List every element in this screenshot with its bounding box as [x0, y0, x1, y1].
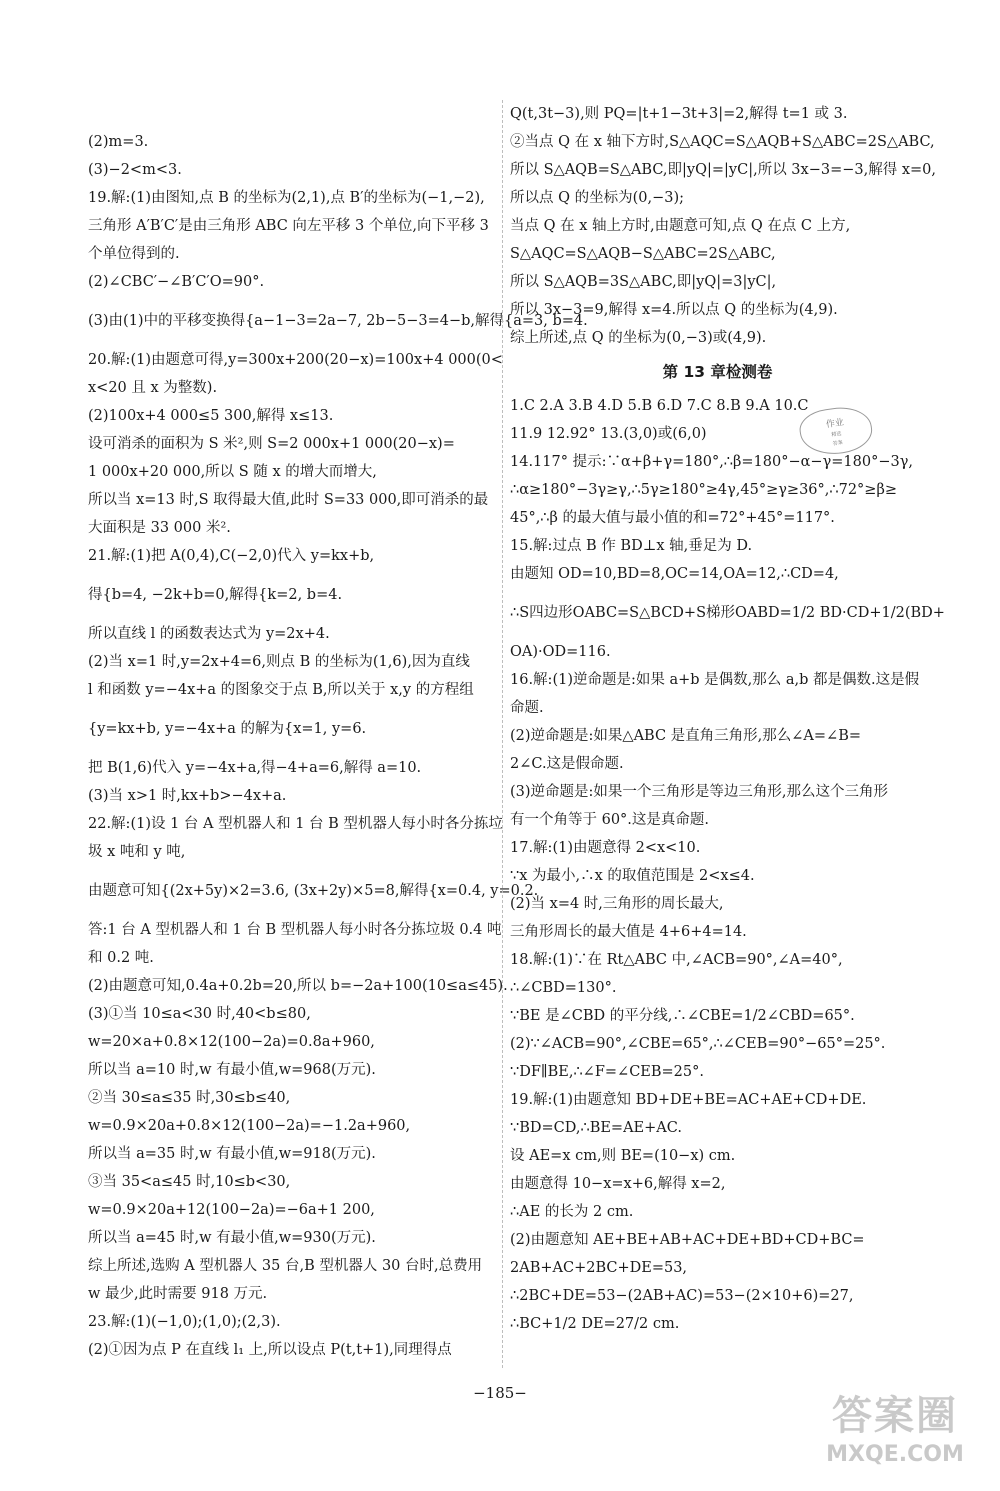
text-line: {y=kx+b, y=−4x+a 的解为{x=1, y=6.: [88, 721, 367, 737]
text-line: ∵DF∥BE,∴∠F=∠CEB=25°.: [510, 1064, 704, 1080]
text-line: ②当点 Q 在 x 轴下方时,S△AQC=S△AQB+S△ABC=2S△ABC,: [510, 134, 935, 150]
text-line: 有一个角等于 60°.这是真命题.: [510, 812, 710, 828]
text-line: (3)当 x>1 时,kx+b>−4x+a.: [88, 788, 287, 804]
text-line: 20.解:(1)由题意可得,y=300x+200(20−x)=100x+4 000(0<: [88, 352, 503, 368]
text-line: ∴S四边形OABC=S△BCD+S梯形OABD=1/2 BD·CD+1/2(BD+: [510, 605, 945, 621]
text-line: (2)∵∠ACB=90°,∠CBE=65°,∴∠CEB=90°−65°=25°.: [510, 1036, 886, 1052]
text-line: x<20 且 x 为整数).: [88, 380, 218, 396]
text-line: (3)逆命题是:如果一个三角形是等边三角形,那么这个三角形: [510, 784, 889, 800]
text-line: 三角形 A′B′C′是由三角形 ABC 向左平移 3 个单位,向下平移 3: [88, 218, 489, 234]
text-line: (2)由题意可知,0.4a+0.2b=20,所以 b=−2a+100(10≤a≤45).: [88, 978, 508, 994]
text-line: 2AB+AC+2BC+DE=53,: [510, 1260, 688, 1276]
text-line: 23.解:(1)(−1,0);(1,0);(2,3).: [88, 1314, 281, 1330]
text-line: 个单位得到的.: [88, 246, 180, 262]
text-line: 2∠C.这是假命题.: [510, 756, 624, 772]
text-line: 所以当 a=45 时,w 有最小值,w=930(万元).: [88, 1230, 376, 1246]
text-line: 所以直线 l 的函数表达式为 y=2x+4.: [88, 626, 330, 642]
text-line: 把 B(1,6)代入 y=−4x+a,得−4+a=6,解得 a=10.: [88, 760, 422, 776]
text-line: 19.解:(1)由题意知 BD+DE+BE=AC+AE+CD+DE.: [510, 1092, 867, 1108]
text-line: w 最少,此时需要 918 万元.: [88, 1286, 268, 1302]
text-line: 所以当 a=35 时,w 有最小值,w=918(万元).: [88, 1146, 376, 1162]
text-line: 1 000x+20 000,所以 S 随 x 的增大而增大,: [88, 464, 377, 480]
text-line: 45°,∴β 的最大值与最小值的和=72°+45°=117°.: [510, 510, 835, 526]
section-title: 第 13 章检测卷: [662, 363, 773, 381]
text-line: ∵x 为最小,∴x 的取值范围是 2<x≤4.: [510, 868, 755, 884]
watermark-text: 答案圈: [832, 1393, 958, 1439]
text-line: 综上所述,选购 A 型机器人 35 台,B 型机器人 30 台时,总费用: [88, 1258, 483, 1274]
text-line: 命题.: [510, 700, 544, 716]
column-divider: [502, 100, 503, 1368]
right-column: [510, 100, 945, 1338]
text-line: ②当 30≤a≤35 时,30≤b≤40,: [88, 1090, 291, 1106]
text-line: 由题意可知{(2x+5y)×2=3.6, (3x+2y)×5=8,解得{x=0.4, y=0.2.: [88, 883, 539, 899]
text-line: (2)∠CBC′−∠B′C′O=90°.: [88, 274, 265, 290]
text-line: 由题知 OD=10,BD=8,OC=14,OA=12,∴CD=4,: [510, 566, 839, 582]
text-line: (2)当 x=4 时,三角形的周长最大,: [510, 896, 724, 912]
text-line: Q(t,3t−3),则 PQ=|t+1−3t+3|=2,解得 t=1 或 3.: [510, 106, 848, 122]
text-line: w=0.9×20a+12(100−2a)=−6a+1 200,: [88, 1202, 375, 1218]
text-line: ∴α≥180°−3γ≥γ,∴5γ≥180°≥4γ,45°≥γ≥36°,∴72°≥β≥: [510, 482, 897, 498]
text-line: (2)由题意知 AE+BE+AB+AC+DE+BD+CD+BC=: [510, 1232, 865, 1248]
text-line: 22.解:(1)设 1 台 A 型机器人和 1 台 B 型机器人每小时各分拣垃: [88, 816, 503, 832]
text-line: 圾 x 吨和 y 吨,: [88, 844, 186, 860]
text-line: 所以当 x=13 时,S 取得最大值,此时 S=33 000,即可消杀的最: [88, 492, 489, 508]
text-line: 大面积是 33 000 米².: [88, 520, 231, 536]
text-line: 15.解:过点 B 作 BD⊥x 轴,垂足为 D.: [510, 538, 753, 554]
text-line: l 和函数 y=−4x+a 的图象交于点 B,所以关于 x,y 的方程组: [88, 682, 474, 698]
text-line: (2)当 x=1 时,y=2x+4=6,则点 B 的坐标为(1,6),因为直线: [88, 654, 470, 670]
text-line: 设可消杀的面积为 S 米²,则 S=2 000x+1 000(20−x)=: [88, 436, 455, 452]
text-line: 设 AE=x cm,则 BE=(10−x) cm.: [510, 1148, 736, 1164]
watermark-logo: [810, 1392, 980, 1482]
text-line: 18.解:(1)∵在 Rt△ABC 中,∠ACB=90°,∠A=40°,: [510, 952, 843, 968]
text-line: 所以当 a=10 时,w 有最小值,w=968(万元).: [88, 1062, 376, 1078]
text-line: 所以 S△AQB=3S△ABC,即|yQ|=3|yC|,: [510, 274, 777, 290]
stamp-text-1: 作业: [825, 417, 845, 430]
text-line: ③当 35<a≤45 时,10≤b<30,: [88, 1174, 291, 1190]
text-line: OA)·OD=116.: [510, 644, 611, 660]
text-line: 19.解:(1)由图知,点 B 的坐标为(2,1),点 B′的坐标为(−1,−2),: [88, 190, 485, 206]
text-line: (2)①因为点 P 在直线 l₁ 上,所以设点 P(t,t+1),同理得点: [88, 1342, 452, 1358]
text-line: (3)由(1)中的平移变换得{a−1−3=2a−7, 2b−5−3=4−b,解得{a=3, b=4.: [88, 313, 588, 329]
text-line: 答:1 台 A 型机器人和 1 台 B 型机器人每小时各分拣垃圾 0.4 吨: [88, 922, 502, 938]
text-line: w=20×a+0.8×12(100−2a)=0.8a+960,: [88, 1034, 375, 1050]
text-line: 21.解:(1)把 A(0,4),C(−2,0)代入 y=kx+b,: [88, 548, 375, 564]
text-line: 所以 S△AQB=S△ABC,即|yQ|=|yC|,所以 3x−3=−3,解得 x=0,: [510, 162, 936, 178]
text-line: ∴BC+1/2 DE=27/2 cm.: [510, 1316, 680, 1332]
page-number: −185−: [473, 1384, 527, 1402]
text-line: (2)逆命题是:如果△ABC 是直角三角形,那么∠A=∠B=: [510, 728, 862, 744]
text-line: 所以 3x−3=9,解得 x=4.所以点 Q 的坐标为(4,9).: [510, 302, 838, 318]
text-line: 当点 Q 在 x 轴上方时,由题意可知,点 Q 在点 C 上方,: [510, 218, 851, 234]
text-line: ∴∠CBD=130°.: [510, 980, 617, 996]
text-line: 16.解:(1)逆命题是:如果 a+b 是偶数,那么 a,b 都是偶数.这是假: [510, 672, 920, 688]
text-line: (3)−2<m<3.: [88, 162, 182, 178]
text-line: ∴2BC+DE=53−(2AB+AC)=53−(2×10+6)=27,: [510, 1288, 854, 1304]
text-line: 三角形周长的最大值是 4+6+4=14.: [510, 924, 747, 940]
text-line: 14.117° 提示:∵α+β+γ=180°,∴β=180°−α−γ=180°−3γ,: [510, 454, 913, 470]
text-line: 由题意得 10−x=x+6,解得 x=2,: [510, 1176, 726, 1192]
text-line: ∵BE 是∠CBD 的平分线,∴∠CBE=1/2∠CBD=65°.: [510, 1008, 855, 1024]
watermark-url: MXQE.COM: [826, 1442, 964, 1467]
text-line: 得{b=4, −2k+b=0,解得{k=2, b=4.: [88, 587, 343, 603]
stamp-text-2: 精选: [830, 430, 842, 438]
text-line: ∵BD=CD,∴BE=AE+AC.: [510, 1120, 682, 1136]
text-line: w=0.9×20a+0.8×12(100−2a)=−1.2a+960,: [88, 1118, 411, 1134]
text-line: ∴AE 的长为 2 cm.: [510, 1204, 634, 1220]
text-line: (2)100x+4 000≤5 300,解得 x≤13.: [88, 408, 334, 424]
text-line: (2)m=3.: [88, 134, 149, 150]
text-line: S△AQC=S△AQB−S△ABC=2S△ABC,: [510, 246, 776, 262]
text-line: 和 0.2 吨.: [88, 950, 154, 966]
text-line: 11.9 12.92° 13.(3,0)或(6,0): [510, 426, 707, 442]
text-line: 综上所述,点 Q 的坐标为(0,−3)或(4,9).: [510, 330, 767, 346]
stamp-text-3: 答案: [832, 439, 844, 447]
text-line: 1.C 2.A 3.B 4.D 5.B 6.D 7.C 8.B 9.A 10.C: [510, 398, 809, 414]
text-line: 17.解:(1)由题意得 2<x<10.: [510, 840, 701, 856]
text-line: 所以点 Q 的坐标为(0,−3);: [510, 190, 685, 206]
text-line: (3)①当 10≤a<30 时,40<b≤80,: [88, 1006, 311, 1022]
